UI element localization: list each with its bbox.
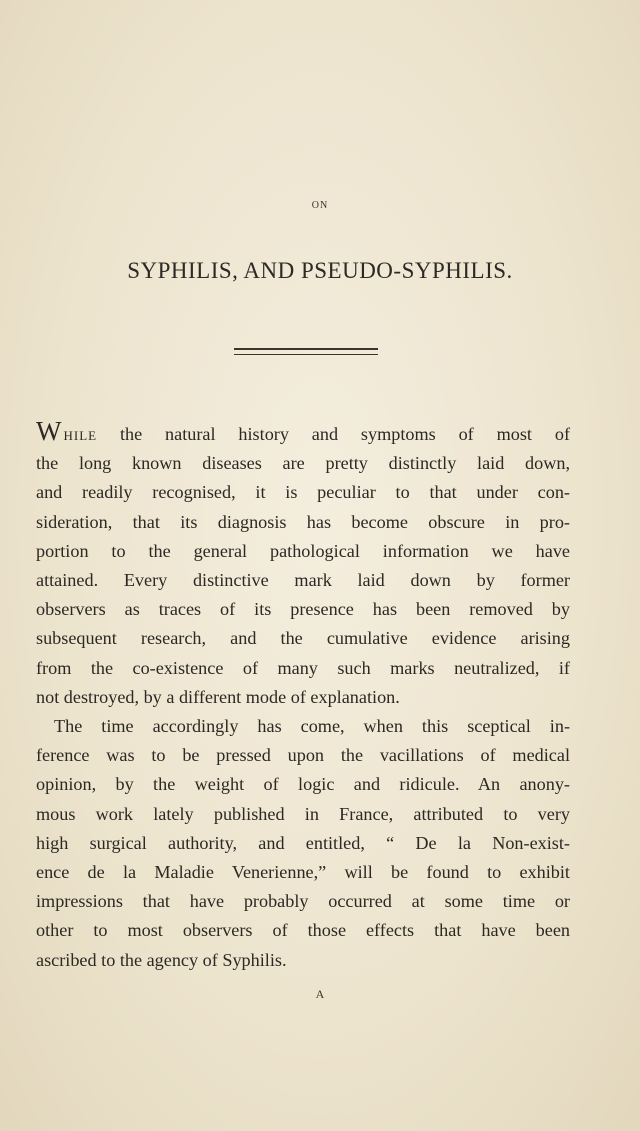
text-line: the long known diseases are pretty distinctly laid down, — [36, 453, 570, 474]
text-line: observers as traces of its presence has been removed by — [36, 599, 570, 620]
body-text — [36, 416, 570, 975]
text-line: The time accordingly has come, when this sceptical in- — [54, 716, 570, 737]
text-line — [36, 416, 570, 449]
page-title: SYPHILIS, AND PSEUDO-SYPHILIS. — [127, 258, 513, 283]
text-line: ence de la Maladie Venerienne,” will be found to exhibit — [36, 862, 570, 883]
heading-on-label: ON — [311, 200, 329, 211]
title-divider — [234, 348, 378, 355]
text-line: subsequent research, and the cumulative evidence arising — [36, 628, 570, 649]
text-line: not destroyed, by a different mode of explanation. — [36, 686, 400, 707]
text-line: ference was to be pressed upon the vacillations of medical — [36, 745, 570, 766]
signature-mark: A — [315, 987, 325, 1001]
text-line: sideration, that its diagnosis has become obscure in pro- — [36, 511, 570, 532]
text-line: attained. Every distinctive mark laid down by former — [36, 570, 570, 591]
text-line: impressions that have probably occurred at some time or — [36, 891, 570, 912]
text-line: mous work lately published in France, attributed to very — [36, 803, 570, 824]
text-line: portion to the general pathological information we have — [36, 540, 570, 561]
text-line: ascribed to the agency of Syphilis. — [36, 949, 287, 970]
first-word-rest: hile — [63, 424, 98, 444]
text-line: opinion, by the weight of logic and ridicule. An anony- — [36, 774, 570, 795]
text-line: other to most observers of those effects that have been — [36, 920, 570, 941]
text-line-content: the natural history and symptoms of most of — [97, 424, 570, 444]
text-line: and readily recognised, it is peculiar to that under con- — [36, 482, 570, 503]
text-line: high surgical authority, and entitled, “ De la Non-exist- — [36, 832, 570, 853]
drop-cap: W — [36, 416, 62, 446]
text-line: from the co-existence of many such marks neutralized, if — [36, 657, 570, 678]
